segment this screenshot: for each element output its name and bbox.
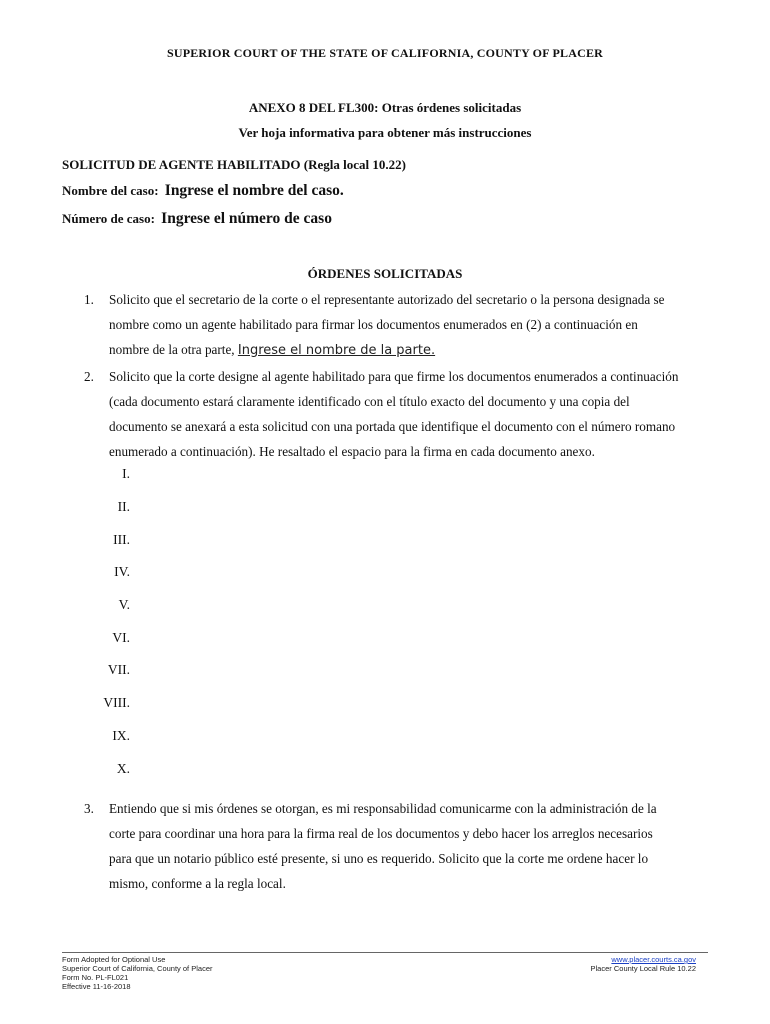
- case-name-row: [62, 182, 344, 200]
- item-line: Entiendo que si mis órdenes se otorgan, es mi responsabilidad comunicarme con la administración de la: [109, 801, 657, 816]
- item-line: enumerado a continuación). He resaltado el espacio para la firma en cada documento anexo.: [109, 444, 595, 459]
- roman-numeral-1: I.: [122, 466, 130, 481]
- footer-right: [591, 955, 696, 973]
- case-name-field[interactable]: Ingrese el nombre del caso.: [164, 182, 344, 199]
- roman-numeral-6: VI.: [112, 630, 130, 645]
- case-name-label: Nombre del caso:: [62, 183, 159, 198]
- footer-adoption: Form Adopted for Optional Use: [62, 955, 166, 964]
- court-header: SUPERIOR COURT OF THE STATE OF CALIFORNIA, COUNTY OF PLACER: [166, 46, 604, 60]
- item-number: 1.: [84, 292, 94, 307]
- roman-numeral-9: IX.: [112, 728, 130, 743]
- roman-numeral-4: IV.: [114, 564, 130, 579]
- item-line: nombre como un agente habilitado para firmar los documentos enumerados en (2) a continuación en: [109, 317, 638, 332]
- item-line: documento se anexará a esta solicitud con una portada que identifique el documento con el número romano: [109, 419, 676, 434]
- item-line: nombre de la otra parte,: [109, 342, 235, 357]
- section-title: SOLICITUD DE AGENTE HABILITADO (Regla local 10.22): [62, 157, 406, 172]
- item-line: (cada documento estará claramente identificado con el título exacto del documento y una copia del: [109, 394, 630, 409]
- footer-form-number: Form No. PL-FL021: [62, 973, 129, 982]
- item-line: corte para coordinar una hora para la firma real de los documentos y debo hacer los arreglos necesarios: [109, 826, 653, 841]
- party-name-field[interactable]: Ingrese el nombre de la parte.: [237, 343, 436, 358]
- case-number-label: Número de caso:: [62, 211, 155, 226]
- item-line: Solicito que el secretario de la corte o el representante autorizado del secretario o la persona designada se: [109, 292, 665, 307]
- case-number-row: [62, 210, 332, 228]
- footer-effective-date: Effective 11-16-2018: [62, 982, 131, 991]
- order-item-2: [84, 364, 724, 464]
- item-line-with-field: [109, 337, 724, 363]
- form-title: ANEXO 8 DEL FL300: Otras órdenes solicitadas: [248, 100, 522, 115]
- footer-court: Superior Court of California, County of Placer: [62, 964, 213, 973]
- case-number-field[interactable]: Ingrese el número de caso: [161, 210, 332, 227]
- court-website-link[interactable]: www.placer.courts.ca.gov: [611, 955, 696, 964]
- item-line: mismo, conforme a la regla local.: [109, 876, 286, 891]
- item-number: 3.: [84, 801, 94, 816]
- form-subtitle: Ver hoja informativa para obtener más instrucciones: [238, 125, 532, 140]
- item-line: para que un notario público esté presente, si uno es requerido. Solicito que la corte me ordene hacer lo: [109, 851, 649, 866]
- order-item-1: [84, 287, 724, 363]
- roman-numeral-10: X.: [116, 761, 130, 776]
- footer-divider: [62, 952, 708, 953]
- roman-numeral-8: VIII.: [103, 695, 130, 710]
- roman-numeral-2: II.: [117, 499, 130, 514]
- item-line: Solicito que la corte designe al agente habilitado para que firme los documentos enumerados a continuación: [109, 369, 679, 384]
- roman-numeral-7: VII.: [107, 662, 130, 677]
- item-number: 2.: [84, 369, 94, 384]
- orders-heading: ÓRDENES SOLICITADAS: [307, 266, 463, 281]
- order-item-3: [84, 796, 724, 896]
- roman-numeral-3: III.: [113, 532, 130, 547]
- footer-rule-ref: Placer County Local Rule 10.22: [590, 964, 696, 973]
- footer-left: [62, 955, 213, 991]
- roman-numeral-5: V.: [118, 597, 130, 612]
